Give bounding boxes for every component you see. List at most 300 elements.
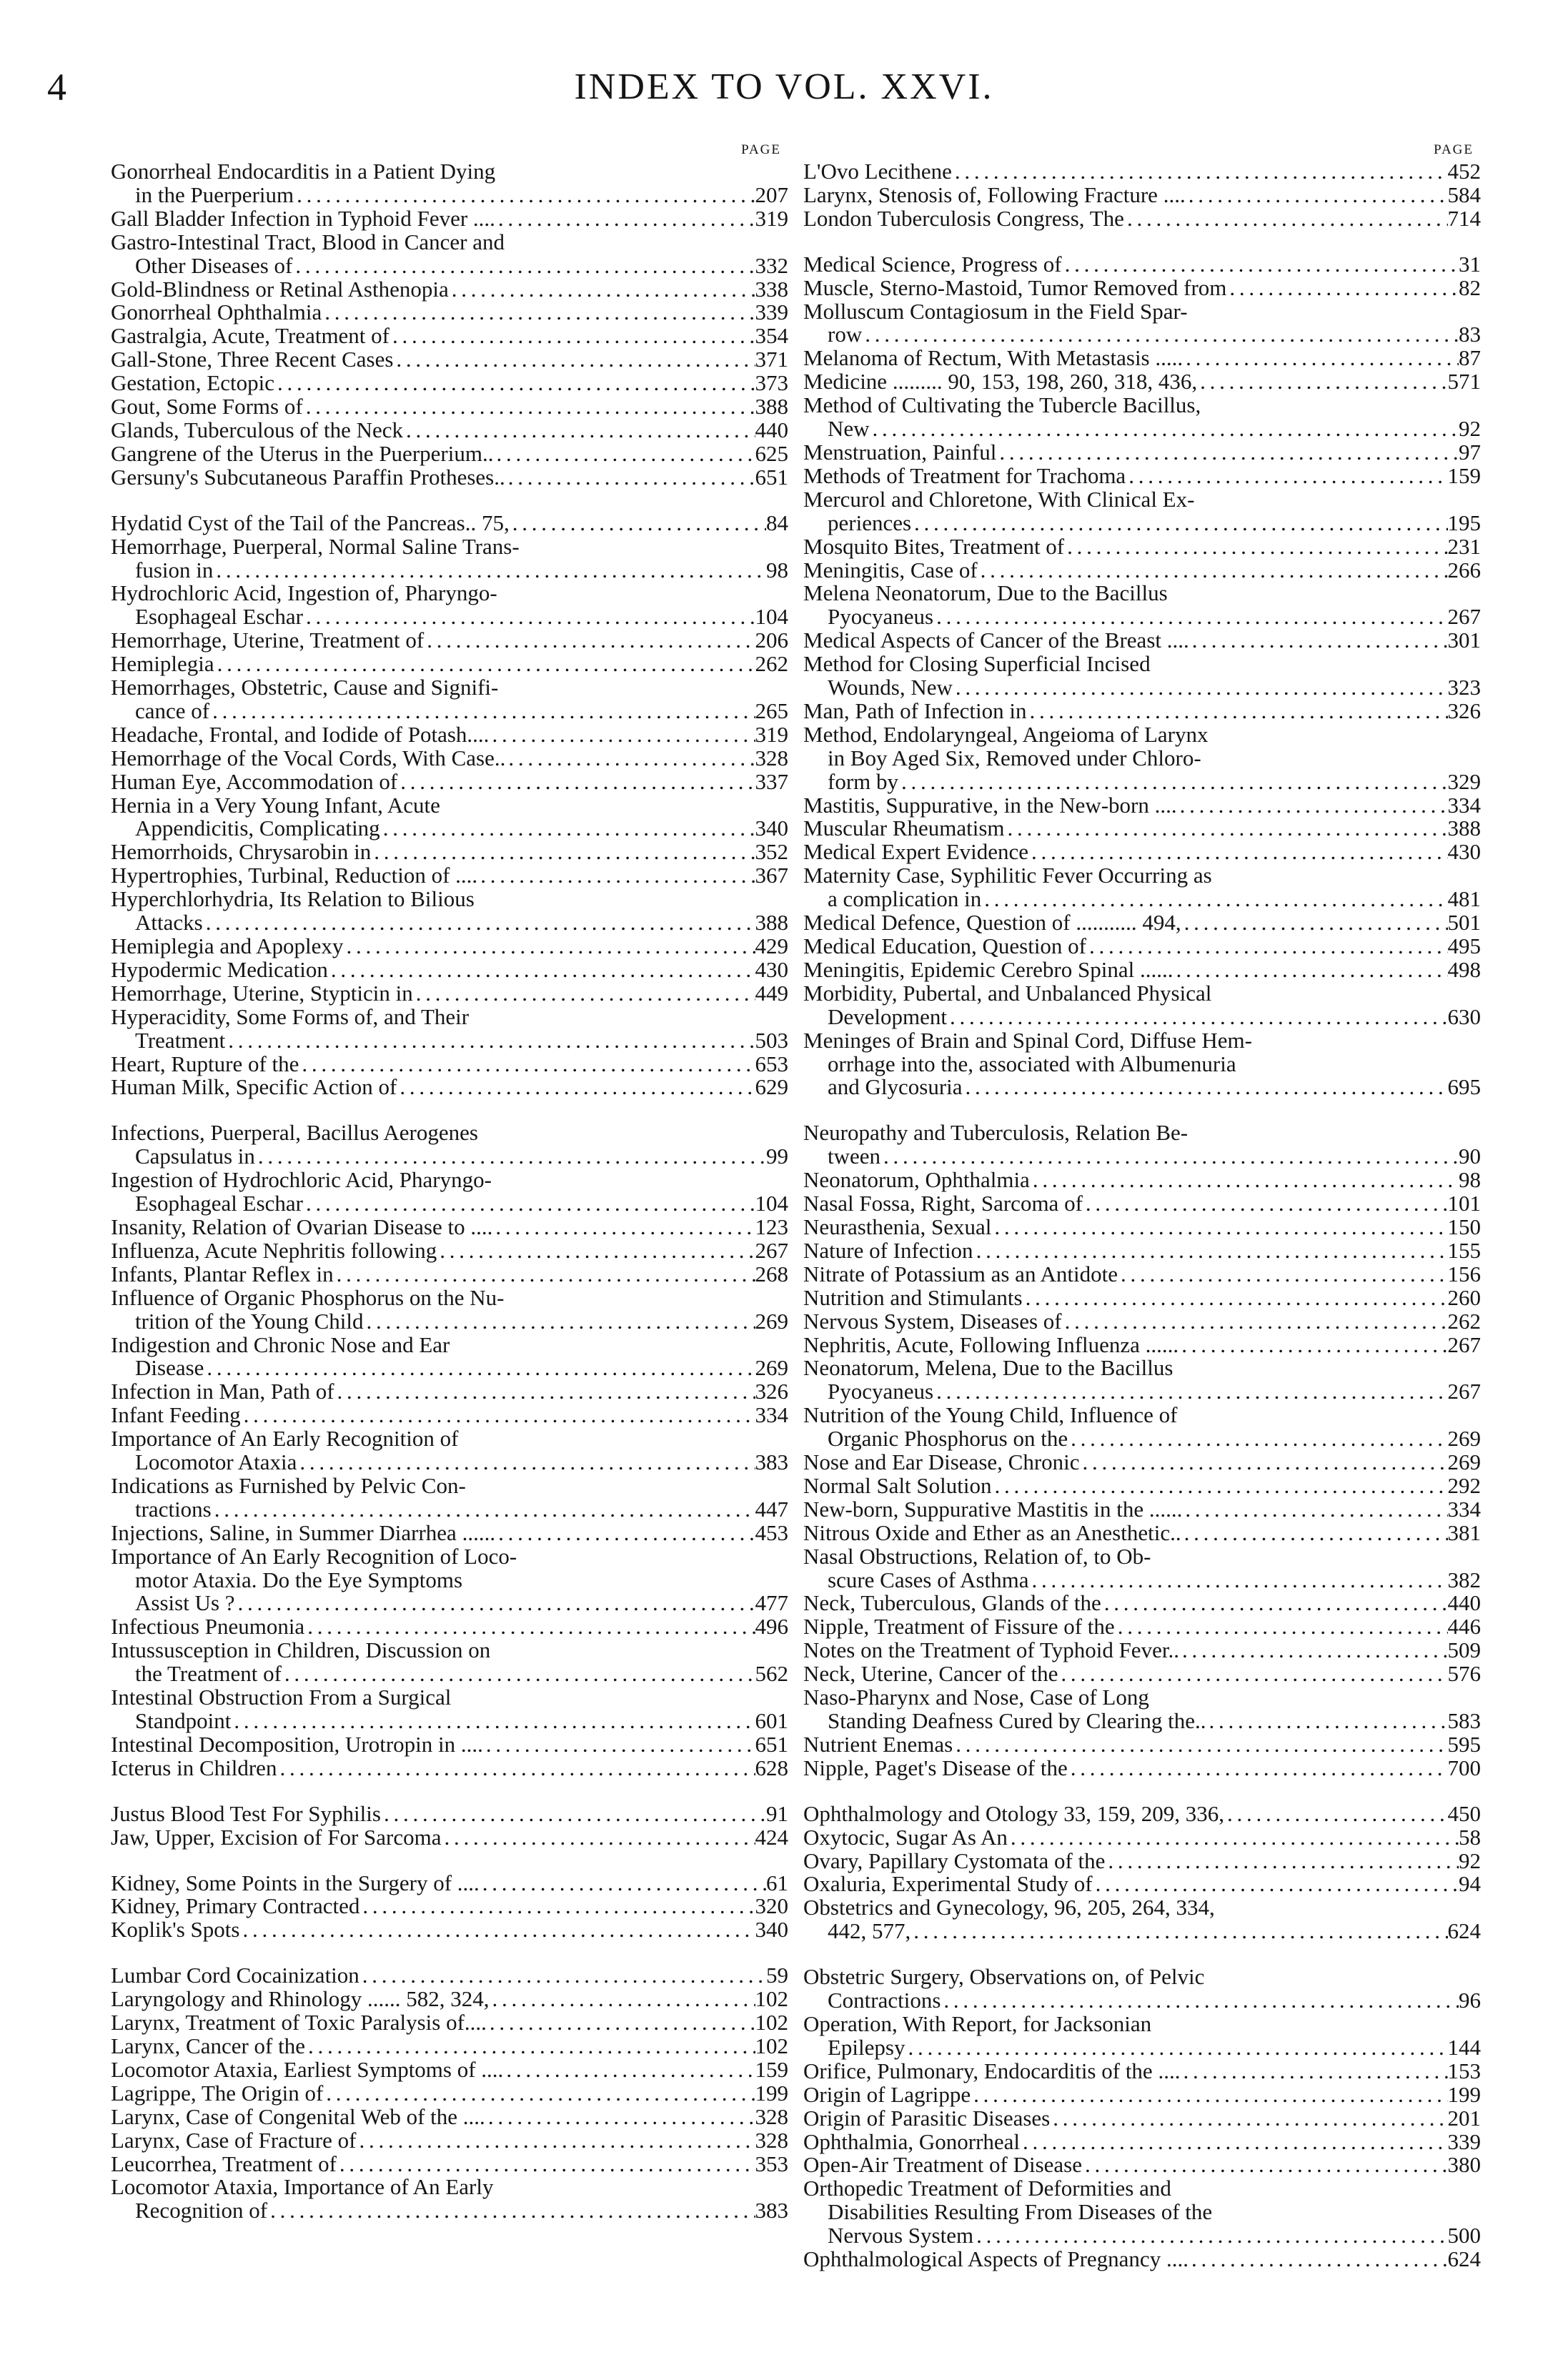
letter-group-gap [803, 231, 1481, 253]
dot-leader [495, 1522, 755, 1545]
dot-leader [1197, 370, 1447, 394]
entry-text: and Glycosuria [828, 1074, 963, 1100]
entry-page-number: 449 [755, 980, 788, 1006]
entry-text: Orthopedic Treatment of Deformities and [803, 2176, 1171, 2201]
entry-page-number: 383 [755, 2198, 788, 2223]
entry-text: Neonatorum, Ophthalmia [803, 1167, 1030, 1193]
index-entry [803, 1474, 1481, 1498]
entry-page-number: 430 [1447, 839, 1481, 865]
entry-text: Gold-Blindness or Retinal Asthenopia [111, 276, 449, 302]
dot-leader [212, 1498, 755, 1522]
dot-leader [1068, 1757, 1448, 1780]
entry-text: Hyperchlorhydria, Its Relation to Bilious [111, 886, 475, 912]
dot-leader [1206, 1710, 1447, 1733]
entry-page-number: 601 [755, 1708, 788, 1733]
index-entry [803, 1920, 1481, 1943]
dot-leader [953, 676, 1448, 700]
entry-text: Nature of Infection [803, 1237, 973, 1263]
entry-text: Muscular Rheumatism [803, 815, 1005, 841]
entry-text: Glands, Tuberculous of the Neck [111, 417, 403, 442]
entry-page-number: 153 [1447, 2058, 1481, 2083]
entry-text: Hyperacidity, Some Forms of, and Their [111, 1003, 470, 1029]
entry-page-number: 334 [1447, 1496, 1481, 1522]
entry-text: Insanity, Relation of Ovarian Disease to .... [111, 1214, 493, 1239]
index-entry [111, 512, 788, 535]
entry-text: Influence of Organic Phosphorus on the Nu- [111, 1284, 505, 1310]
entry-page-number: 94 [1459, 1871, 1481, 1897]
entry-text: Standpoint [135, 1708, 232, 1733]
entry-text: Hypertrophies, Turbinal, Reduction of .... [111, 863, 478, 888]
index-entry [803, 1334, 1481, 1357]
index-entry [803, 1710, 1481, 1733]
dot-leader [1189, 2248, 1448, 2271]
dot-leader [505, 466, 755, 490]
entry-text: Pyocyaneus [828, 1379, 934, 1404]
index-entry [803, 535, 1481, 559]
index-entry [803, 184, 1481, 207]
dot-leader [991, 1216, 1447, 1239]
entry-page-number: 97 [1459, 439, 1481, 465]
index-entry [111, 1964, 788, 1988]
index-entry [803, 2224, 1481, 2248]
entry-page-number: 653 [755, 1051, 788, 1076]
dot-leader [1186, 184, 1448, 207]
entry-page-number: 628 [755, 1755, 788, 1780]
entry-page-number: 326 [755, 1379, 788, 1404]
entry-text: orrhage into the, associated with Albumenuria [828, 1051, 1236, 1076]
entry-page-number: 267 [1447, 604, 1481, 630]
entry-text: Intestinal Decomposition, Urotropin in .... [111, 1731, 483, 1757]
letter-group [803, 1800, 1481, 1944]
entry-page-number: 58 [1459, 1824, 1481, 1850]
dot-leader [1050, 2107, 1447, 2131]
entry-text: Influenza, Acute Nephritis following [111, 1237, 437, 1263]
dot-leader [973, 1239, 1448, 1263]
index-entry [111, 1003, 788, 1029]
entry-page-number: 102 [755, 1986, 788, 2012]
entry-text: Nutrition and Stimulants [803, 1284, 1023, 1310]
dot-leader [1179, 1639, 1448, 1662]
letter-group-gap [803, 1099, 1481, 1121]
entry-text: Method, Endolaryngeal, Angeioma of Larynx [803, 721, 1209, 747]
dot-leader [1029, 1569, 1448, 1592]
page-header [0, 59, 1568, 116]
index-entry [111, 184, 788, 207]
dot-leader [1101, 1592, 1448, 1615]
dot-leader [389, 324, 755, 348]
index-entry [111, 1592, 788, 1615]
index-entry [803, 1192, 1481, 1216]
entry-page-number: 98 [1459, 1167, 1481, 1193]
dot-leader [492, 1216, 755, 1239]
index-entry [803, 1357, 1481, 1380]
entry-page-number: 92 [1459, 416, 1481, 442]
dot-leader [239, 1918, 755, 1942]
entry-page-number: 383 [755, 1449, 788, 1475]
index-entry [803, 1850, 1481, 1873]
entry-text: row [828, 322, 863, 347]
entry-page-number: 92 [1459, 1848, 1481, 1873]
letter-group-gap [111, 1942, 788, 1964]
index-entry [803, 441, 1481, 465]
entry-page-number: 630 [1447, 1003, 1481, 1029]
dot-leader [305, 2035, 755, 2058]
entry-page-number: 477 [755, 1590, 788, 1616]
entry-page-number: 430 [755, 956, 788, 982]
dot-leader [898, 770, 1447, 794]
entry-page-number: 339 [755, 299, 788, 325]
index-entry [803, 1965, 1481, 1989]
index-entry [803, 817, 1481, 841]
entry-text: Orifice, Pulmonary, Endocarditis of the .... [803, 2058, 1181, 2083]
entry-page-number: 583 [1447, 1708, 1481, 1733]
entry-text: Hemorrhages, Obstetric, Cause and Signifi- [111, 675, 499, 700]
entry-text: Infant Feeding [111, 1402, 241, 1428]
index-entry [111, 301, 788, 324]
entry-text: Disease [135, 1355, 204, 1381]
entry-text: Laryngology and Rhinology ...... 582, 324, [111, 1986, 490, 2012]
entry-text: Lagrippe, The Origin of [111, 2080, 324, 2106]
dot-leader [1115, 1615, 1448, 1639]
entry-text: Nutrition of the Young Child, Influence of [803, 1402, 1178, 1428]
entry-page-number: 267 [755, 1237, 788, 1263]
entry-page-number: 199 [1447, 2081, 1481, 2107]
dot-leader [303, 605, 755, 629]
entry-page-number: 262 [755, 651, 788, 677]
dot-leader [1182, 1498, 1447, 1522]
entry-text: Nipple, Treatment of Fissure of the [803, 1614, 1115, 1640]
index-entry [111, 254, 788, 278]
letter-group [111, 512, 788, 1100]
entry-text: Organic Phosphorus on the [828, 1426, 1068, 1452]
entry-text: Man, Path of Infection in [803, 698, 1027, 723]
dot-leader [328, 958, 755, 982]
entry-page-number: 495 [1447, 933, 1481, 958]
dot-leader [403, 419, 755, 442]
index-entry [803, 1451, 1481, 1474]
dot-leader [953, 1733, 1447, 1757]
entry-text: Nose and Ear Disease, Chronic [803, 1449, 1080, 1475]
index-entry [111, 653, 788, 676]
index-entry [803, 2060, 1481, 2083]
entry-page-number: 104 [755, 1191, 788, 1216]
entry-page-number: 59 [766, 1963, 788, 1988]
dot-leader [203, 911, 755, 935]
entry-text: Gonorrheal Ophthalmia [111, 299, 322, 325]
entry-page-number: 96 [1459, 1988, 1481, 2013]
index-entry [111, 1357, 788, 1380]
entry-text: Meninges of Brain and Spinal Cord, Diffuse Hem- [803, 1027, 1252, 1053]
entry-page-number: 498 [1447, 956, 1481, 982]
dot-leader [973, 2224, 1447, 2248]
index-entry [803, 347, 1481, 370]
index-entry [111, 1569, 788, 1592]
entry-text: Hemorrhage, Uterine, Stypticin in [111, 980, 413, 1006]
entry-text: Obstetrics and Gynecology, 96, 205, 264, 334, [803, 1895, 1215, 1920]
entry-text: Kidney, Some Points in the Surgery of .... [111, 1870, 480, 1895]
index-entry [803, 2153, 1481, 2177]
index-entry [803, 1569, 1481, 1592]
entry-page-number: 328 [755, 2127, 788, 2153]
page-column-label: PAGE [1434, 142, 1474, 157]
dot-leader [1224, 1803, 1448, 1826]
dot-leader [1068, 1427, 1447, 1451]
index-entry [803, 958, 1481, 982]
index-entry [111, 1286, 788, 1310]
entry-text: Medical Science, Progress of [803, 251, 1062, 277]
entry-page-number: 328 [755, 745, 788, 770]
entry-page-number: 269 [1447, 1449, 1481, 1475]
entry-page-number: 338 [755, 276, 788, 302]
entry-text: Mosquito Bites, Treatment of [803, 533, 1065, 559]
index-entry [111, 395, 788, 419]
entry-text: Molluscum Contagiosum in the Field Spar- [803, 298, 1188, 324]
entry-page-number: 700 [1447, 1755, 1481, 1780]
index-entry [111, 442, 788, 466]
dot-leader [1118, 1263, 1448, 1286]
index-entry [111, 2176, 788, 2199]
index-entry [111, 1121, 788, 1145]
entry-text: Other Diseases of [135, 252, 293, 278]
index-entry [803, 2107, 1481, 2131]
entry-page-number: 334 [1447, 792, 1481, 818]
entry-text: Origin of Lagrippe [803, 2081, 971, 2107]
entry-text: Hemorrhage of the Vocal Cords, With Case.. [111, 745, 506, 770]
entry-text: tractions [135, 1496, 212, 1522]
entry-page-number: 326 [1447, 698, 1481, 723]
entry-page-number: 269 [755, 1308, 788, 1334]
dot-leader [359, 1964, 766, 1988]
entry-text: Recognition of [135, 2198, 268, 2223]
entry-text: Gangrene of the Uterus in the Puerperium.. [111, 440, 494, 466]
index-entry [111, 888, 788, 911]
entry-text: Lumbar Cord Cocainization [111, 1963, 359, 1988]
entry-page-number: 319 [755, 721, 788, 747]
entry-text: Mercurol and Chloretone, With Clinical Ex- [803, 486, 1195, 512]
index-entry [803, 300, 1481, 324]
dot-leader [277, 1757, 755, 1780]
index-entry [111, 207, 788, 231]
dot-leader [1062, 253, 1459, 277]
dot-leader [510, 512, 766, 535]
dot-leader [503, 2058, 755, 2082]
entry-text: Hydatid Cyst of the Tail of the Pancreas.. 75, [111, 510, 510, 535]
entry-text: fusion in [135, 557, 214, 582]
index-entry [111, 2103, 788, 2129]
dot-leader [303, 395, 755, 419]
entry-page-number: 500 [1447, 2223, 1481, 2248]
dot-leader [1173, 958, 1447, 982]
entry-text: Meningitis, Epidemic Cerebro Spinal ...... [803, 956, 1173, 982]
index-entry [803, 1404, 1481, 1427]
index-entry [111, 982, 788, 1006]
entry-text: Gastralgia, Acute, Treatment of [111, 323, 389, 349]
index-entry [803, 559, 1481, 582]
entry-text: Meningitis, Case of [803, 557, 978, 582]
entry-page-number: 104 [755, 604, 788, 630]
entry-page-number: 87 [1459, 345, 1481, 371]
entry-page-number: 571 [1447, 369, 1481, 395]
entry-text: Infectious Pneumonia [111, 1614, 305, 1640]
dot-leader [397, 770, 755, 794]
entry-text: Indigestion and Chronic Nose and Ear [111, 1332, 450, 1357]
dot-leader [880, 1145, 1459, 1169]
dot-leader [334, 1380, 755, 1404]
entry-page-number: 320 [755, 1893, 788, 1919]
dot-leader [323, 2082, 755, 2106]
entry-page-number: 584 [1447, 182, 1481, 207]
index-entry [803, 864, 1481, 888]
index-entry [803, 2036, 1481, 2060]
index-entry [803, 2248, 1481, 2271]
index-entry [111, 1545, 788, 1569]
index-entry [111, 1145, 788, 1169]
index-entry [111, 278, 788, 302]
index-entry [803, 629, 1481, 653]
entry-page-number: 31 [1459, 251, 1481, 277]
entry-text: Human Milk, Specific Action of [111, 1074, 397, 1100]
entry-page-number: 292 [1447, 1472, 1481, 1498]
index-entry [803, 1121, 1481, 1145]
index-entry [803, 1169, 1481, 1192]
entry-text: Epilepsy [828, 2034, 905, 2060]
entry-text: Ingestion of Hydrochloric Acid, Pharyngo- [111, 1167, 492, 1193]
entry-text: Infections, Puerperal, Bacillus Aerogenes [111, 1120, 478, 1146]
index-entry [111, 1427, 788, 1451]
dot-leader [297, 1451, 755, 1474]
entry-text: Jaw, Upper, Excision of For Sarcoma [111, 1824, 442, 1850]
index-entry [111, 160, 788, 184]
entry-text: Hernia in a Very Young Infant, Acute [111, 792, 440, 818]
index-entry [111, 1076, 788, 1099]
entry-page-number: 388 [755, 910, 788, 936]
index-entry [111, 1216, 788, 1239]
entry-text: Nitrate of Potassium as an Antidote [803, 1261, 1118, 1286]
dot-leader [489, 723, 755, 747]
entry-text: Importance of An Early Recognition of [111, 1426, 459, 1452]
entry-page-number: 624 [1447, 2246, 1481, 2272]
entry-page-number: 84 [766, 510, 788, 535]
entry-page-number: 450 [1447, 1800, 1481, 1826]
entry-page-number: 269 [1447, 1426, 1481, 1452]
index-entry [803, 1053, 1481, 1076]
index-entry [111, 2035, 788, 2058]
index-entry [111, 911, 788, 935]
dot-leader [1030, 1169, 1459, 1192]
letter-group-gap [111, 1780, 788, 1803]
entry-text: Morbidity, Pubertal, and Unbalanced Physical [803, 980, 1212, 1006]
index-entry [803, 1286, 1481, 1310]
entry-page-number: 206 [755, 628, 788, 653]
dot-leader [493, 442, 755, 466]
entry-page-number: 262 [1447, 1308, 1481, 1334]
entry-text: Infants, Plantar Reflex in [111, 1261, 334, 1286]
dot-leader [292, 254, 755, 278]
dot-leader [981, 888, 1447, 911]
entry-page-number: 123 [755, 1214, 788, 1239]
dot-leader [933, 1380, 1447, 1404]
index-entry [111, 559, 788, 582]
index-entry [803, 1145, 1481, 1169]
entry-page-number: 714 [1447, 205, 1481, 231]
entry-text: L'Ovo Lecithene [803, 159, 952, 184]
letter-group-gap [111, 490, 788, 512]
entry-text: Hemorrhage, Puerperal, Normal Saline Trans- [111, 533, 520, 559]
entry-text: Open-Air Treatment of Disease [803, 2152, 1082, 2178]
index-entry [111, 324, 788, 348]
entry-page-number: 83 [1459, 322, 1481, 347]
entry-text: Attacks [135, 910, 203, 936]
dot-leader [1023, 1286, 1448, 1310]
index-entry [803, 1380, 1481, 1404]
entry-page-number: 595 [1447, 1731, 1481, 1757]
entry-page-number: 503 [755, 1027, 788, 1053]
dot-leader [1183, 347, 1459, 370]
entry-text: trition of the Young Child [135, 1308, 364, 1334]
dot-leader [356, 2129, 755, 2153]
index-entry [111, 1800, 788, 1826]
index-entry [111, 605, 788, 629]
index-entry [803, 1686, 1481, 1710]
index-entry [111, 770, 788, 794]
dot-leader [996, 441, 1459, 465]
entry-text: Oxytocic, Sugar As An [803, 1824, 1008, 1850]
dot-leader [371, 841, 755, 864]
index-entry [111, 1710, 788, 1733]
index-entry [803, 700, 1481, 723]
dot-leader [1189, 629, 1448, 653]
dot-leader [1020, 2131, 1447, 2154]
entry-page-number: 629 [755, 1074, 788, 1100]
dot-leader [303, 1192, 755, 1216]
index-entry [803, 1896, 1481, 1920]
entry-page-number: 440 [755, 417, 788, 442]
index-entry [803, 1029, 1481, 1053]
entry-text: Notes on the Treatment of Typhoid Fever.. [803, 1637, 1179, 1663]
entry-page-number: 429 [755, 933, 788, 958]
entry-text: Importance of An Early Recognition of Loco- [111, 1543, 517, 1569]
entry-page-number: 98 [766, 557, 788, 582]
dot-leader [483, 1733, 755, 1757]
entry-page-number: 380 [1447, 2152, 1481, 2178]
entry-text: Ophthalmology and Otology 33, 159, 209, 336, [803, 1800, 1224, 1826]
entry-text: Melena Neonatorum, Due to the Bacillus [803, 580, 1168, 606]
index-entry [111, 1639, 788, 1662]
entry-page-number: 388 [755, 394, 788, 420]
entry-text: Neck, Tuberculous, Glands of the [803, 1590, 1101, 1616]
index-entry [111, 466, 788, 490]
entry-text: Hemorrhage, Uterine, Treatment of [111, 628, 425, 653]
entry-page-number: 562 [755, 1661, 788, 1687]
entry-text: Gall-Stone, Three Recent Cases [111, 347, 394, 372]
dot-leader [225, 1029, 755, 1053]
dot-leader [487, 2011, 755, 2035]
index-entry [111, 1474, 788, 1498]
index-entry [111, 676, 788, 700]
index-entry [111, 2082, 788, 2106]
dot-leader [1124, 207, 1448, 231]
index-entry [111, 348, 788, 372]
entry-page-number: 339 [1447, 2128, 1481, 2154]
entry-page-number: 332 [755, 252, 788, 278]
entry-text: Nitrous Oxide and Ether as an Anesthetic.. [803, 1519, 1181, 1545]
index-entry [803, 653, 1481, 676]
dot-leader [963, 1076, 1448, 1099]
entry-text: Assist Us ? [135, 1590, 235, 1616]
dot-leader [235, 1592, 755, 1615]
index-entry [803, 462, 1481, 488]
entry-page-number: 446 [1447, 1614, 1481, 1640]
